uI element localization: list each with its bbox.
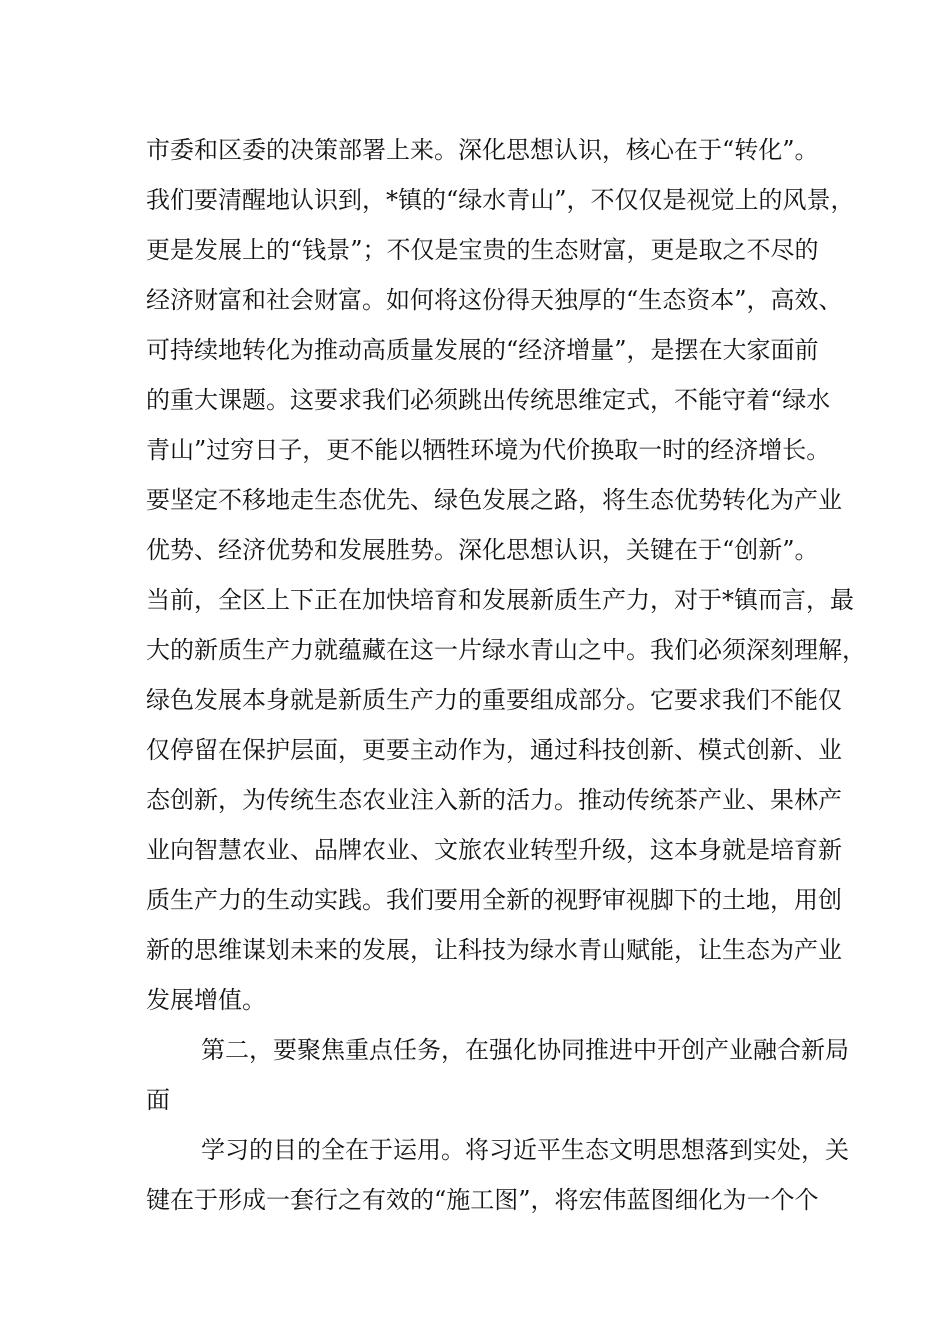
section-heading-line: 第二，要聚焦重点任务，在强化协同推进中开创产业融合新局 bbox=[201, 1036, 849, 1064]
text-line: 当前，全区上下正在加快培育和发展新质生产力，对于*镇而言，最 bbox=[146, 586, 854, 614]
text-line: 市委和区委的决策部署上来。深化思想认识，核心在于“转化”。 bbox=[146, 136, 819, 164]
text-line: 的重大课题。这要求我们必须跳出传统思维定式，不能守着“绿水 bbox=[146, 386, 831, 414]
text-line: 优势、经济优势和发展胜势。深化思想认识，关键在于“创新”。 bbox=[146, 536, 819, 564]
text-line: 质生产力的生动实践。我们要用全新的视野审视脚下的土地，用创 bbox=[146, 886, 842, 914]
text-line: 更是发展上的“钱景”；不仅是宝贵的生态财富，更是取之不尽的 bbox=[146, 236, 819, 264]
text-line: 绿色发展本身就是新质生产力的重要组成部分。它要求我们不能仅 bbox=[146, 686, 842, 714]
text-line: 青山”过穷日子，更不能以牺牲环境为代价换取一时的经济增长。 bbox=[146, 436, 831, 464]
text-line: 仅停留在保护层面，更要主动作为，通过科技创新、模式创新、业 bbox=[146, 736, 842, 764]
text-line: 学习的目的全在于运用。将习近平生态文明思想落到实处，关 bbox=[201, 1136, 849, 1164]
section-heading-line: 面 bbox=[146, 1086, 170, 1114]
text-line: 发展增值。 bbox=[146, 986, 266, 1014]
text-line: 要坚定不移地走生态优先、绿色发展之路，将生态优势转化为产业 bbox=[146, 486, 842, 514]
text-line: 新的思维谋划未来的发展，让科技为绿水青山赋能，让生态为产业 bbox=[146, 936, 842, 964]
text-line: 可持续地转化为推动高质量发展的“经济增量”，是摆在大家面前 bbox=[146, 336, 819, 364]
text-line: 我们要清醒地认识到，*镇的“绿水青山”，不仅仅是视觉上的风景， bbox=[146, 186, 855, 214]
text-line: 经济财富和社会财富。如何将这份得天独厚的“生态资本”，高效、 bbox=[146, 286, 843, 314]
text-line: 态创新，为传统生态农业注入新的活力。推动传统茶产业、果林产 bbox=[146, 786, 842, 814]
text-line: 业向智慧农业、品牌农业、文旅农业转型升级，这本身就是培育新 bbox=[146, 836, 842, 864]
text-line: 大的新质生产力就蕴藏在这一片绿水青山之中。我们必须深刻理解， bbox=[146, 636, 866, 664]
text-line: 键在于形成一套行之有效的“施工图”，将宏伟蓝图细化为一个个 bbox=[146, 1186, 819, 1214]
